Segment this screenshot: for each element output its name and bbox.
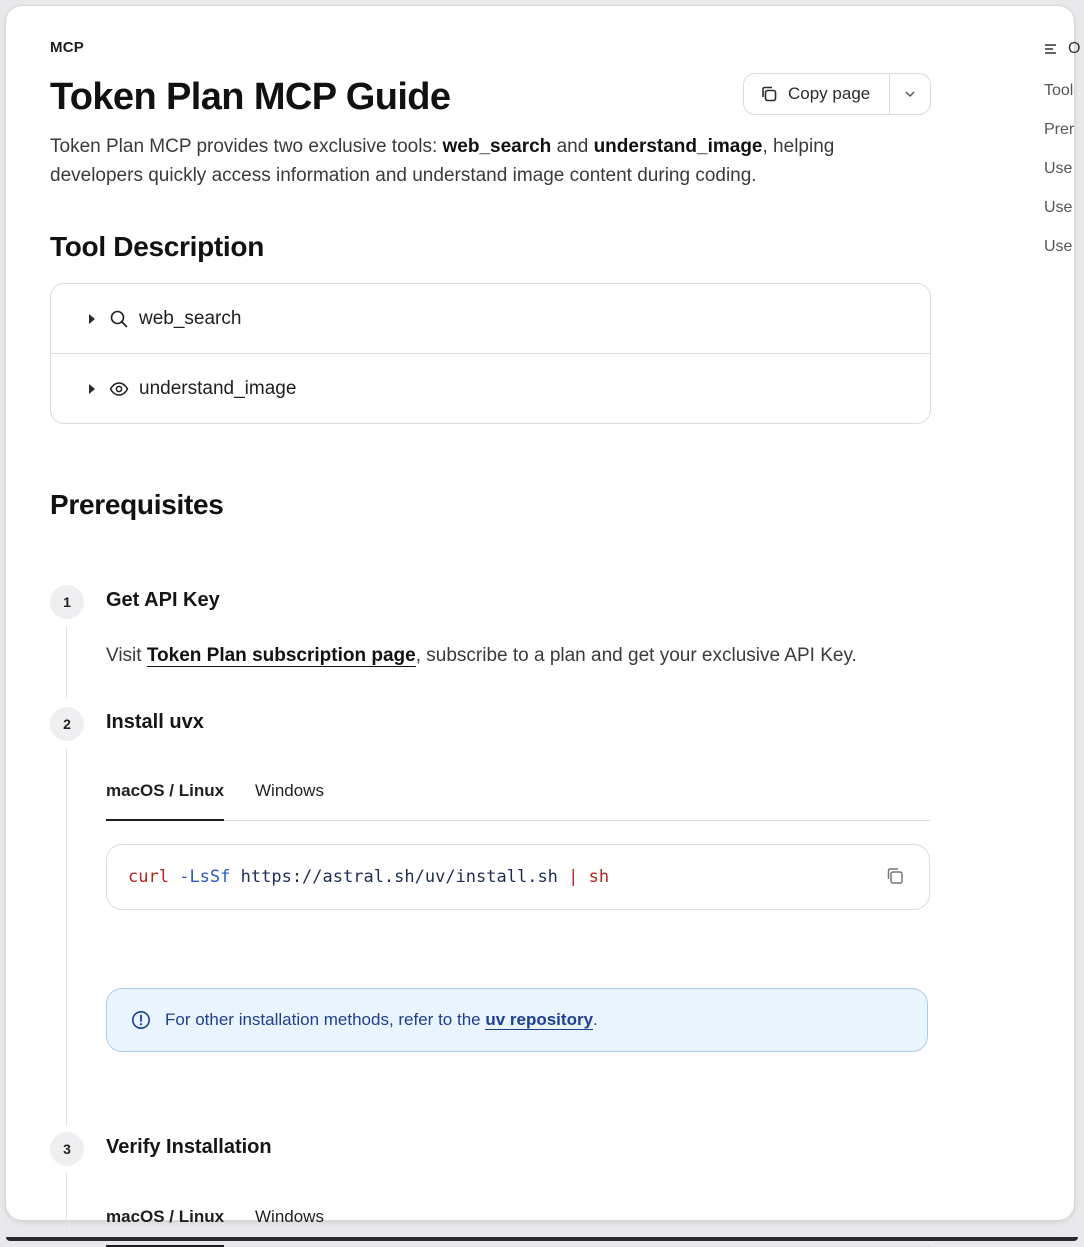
lead-tool-understand-image: understand_image [593,136,763,157]
toc-item[interactable]: Tool [1044,82,1074,99]
lead-text: and [551,136,594,157]
toc-item[interactable]: Use [1044,199,1073,216]
info-icon [131,1010,151,1030]
copy-page-dropdown[interactable] [889,74,930,114]
step-title: Get API Key [106,589,220,611]
step-connector [66,626,67,698]
callout-text-part: . [593,1010,598,1029]
list-icon [1044,43,1058,55]
copy-code-icon[interactable] [885,866,905,886]
tab-windows[interactable]: Windows [255,781,324,800]
code-flag: -LsSf [179,867,231,887]
step-connector [66,748,67,1126]
step-title: Install uvx [106,711,204,733]
eye-icon [109,379,129,399]
copy-page-label: Copy page [788,84,871,103]
accordion-item-web-search[interactable] [51,284,930,353]
uv-repository-link[interactable]: uv repository [485,1010,594,1029]
code-shell: sh [588,867,610,887]
tab-macos-linux[interactable]: macOS / Linux [106,776,224,821]
lead-paragraph [50,132,910,190]
chevron-down-icon [904,90,916,98]
code-pipe: | [568,867,579,887]
toc-item[interactable]: Prer [1044,121,1075,138]
subscription-page-link[interactable]: Token Plan subscription page [146,645,416,666]
toc-header [1044,40,1080,58]
step-description [106,645,857,667]
section-heading-prerequisites: Prerequisites [50,489,224,520]
tab-macos-linux[interactable]: macOS / Linux [106,1202,224,1247]
lead-text: , helping developers quickly access information and understand image content during coding. [50,136,835,186]
info-callout [106,988,928,1052]
code-url: https://astral.sh/uv/install.sh [240,867,558,887]
lead-text: Token Plan MCP provides two exclusive tools: [50,136,443,157]
section-heading-tool-description: Tool Description [50,231,265,262]
step-number: 2 [50,707,84,741]
lead-tool-web-search: web_search [442,136,552,157]
toc-item[interactable]: Use [1044,160,1073,177]
page-title: Token Plan MCP Guide [50,76,451,118]
copy-icon [760,85,778,103]
copy-page-group [743,73,931,115]
search-icon [109,309,129,329]
tools-accordion [50,283,931,424]
step-number: 1 [50,585,84,619]
code-line[interactable] [107,867,609,887]
caret-right-icon [89,314,95,324]
step-connector [66,1172,67,1232]
breadcrumb[interactable]: MCP [50,39,84,56]
window-bottom-edge [6,1237,1078,1241]
browser-window [6,6,1081,1226]
callout-text [165,1010,598,1030]
toc-title: O [1068,40,1081,57]
accordion-label: web_search [139,307,242,329]
caret-right-icon [89,384,95,394]
toc-item[interactable]: Use [1044,238,1073,255]
os-tabs [106,776,930,821]
tab-windows[interactable]: Windows [255,1207,324,1226]
code-block [106,844,930,910]
step-text: Visit [106,645,147,666]
code-command: curl [128,867,169,887]
callout-text-part: For other installation methods, refer to the [165,1010,486,1029]
accordion-item-understand-image[interactable] [51,353,930,423]
copy-page-button[interactable] [744,74,889,114]
step-number: 3 [50,1132,84,1166]
accordion-label: understand_image [139,377,297,399]
step-text: , subscribe to a plan and get your exclusive API Key. [415,645,857,666]
step-title: Verify Installation [106,1136,272,1158]
